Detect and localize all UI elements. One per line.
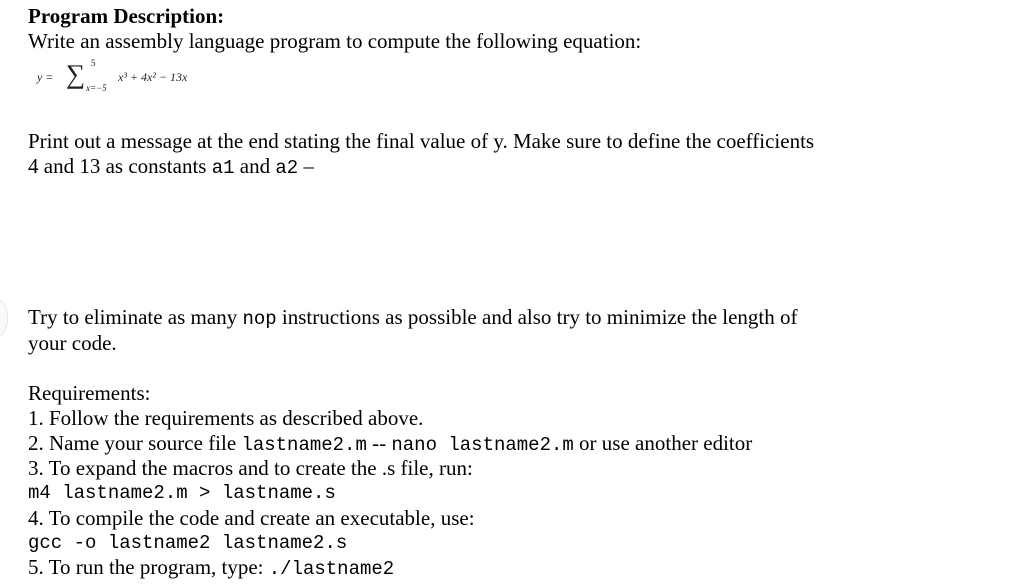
- req2-editor-text: or use another editor: [579, 431, 753, 455]
- try-text-1: Try to eliminate as many: [28, 305, 238, 329]
- requirement-1: 1. Follow the requirements as described above.: [28, 406, 424, 430]
- sigma-lower-limit: x=−5: [86, 83, 107, 93]
- equation-term: x³ + 4x² − 13x: [118, 70, 188, 84]
- requirement-2: [28, 431, 752, 458]
- try-line-1: [28, 305, 798, 332]
- program-description-heading: Program Description:: [28, 4, 225, 28]
- run-command-code: ./lastname2: [268, 558, 395, 580]
- requirement-5: [28, 555, 394, 582]
- req2-text: 2. Name your source file: [28, 431, 237, 455]
- try-line-2: your code.: [28, 331, 117, 355]
- nop-code: nop: [242, 308, 277, 330]
- dash-text: –: [303, 154, 314, 178]
- page-edge-mark: [0, 300, 8, 336]
- and-text: and: [239, 154, 271, 178]
- sigma-upper-limit: 5: [91, 58, 96, 68]
- req5-text: 5. To run the program, type:: [28, 555, 264, 579]
- requirement-3: 3. To expand the macros and to create the .s file, run:: [28, 456, 473, 480]
- requirements-title: Requirements:: [28, 381, 151, 405]
- print-message-line-2: [28, 154, 314, 181]
- req2-dashes: --: [372, 431, 387, 455]
- source-filename-code: lastname2.m: [241, 434, 367, 456]
- m4-command-code: m4 lastname2.m > lastname.s: [28, 482, 336, 504]
- constant-a1: a1: [211, 157, 235, 179]
- requirement-4: 4. To compile the code and create an executable, use:: [28, 506, 475, 530]
- constant-a2: a2: [275, 157, 299, 179]
- gcc-command-code: gcc -o lastname2 lastname2.s: [28, 532, 348, 554]
- nano-command-code: nano lastname2.m: [391, 434, 574, 456]
- constants-text: 4 and 13 as constants: [28, 154, 207, 178]
- print-message-line-1: Print out a message at the end stating the final value of y. Make sure to define the coefficients: [28, 129, 815, 153]
- try-text-2: instructions as possible and also try to minimize the length of: [281, 305, 798, 329]
- intro-text: Write an assembly language program to compute the following equation:: [28, 29, 642, 53]
- sigma-symbol: ∑: [66, 59, 86, 89]
- equation-lhs: y =: [37, 70, 54, 84]
